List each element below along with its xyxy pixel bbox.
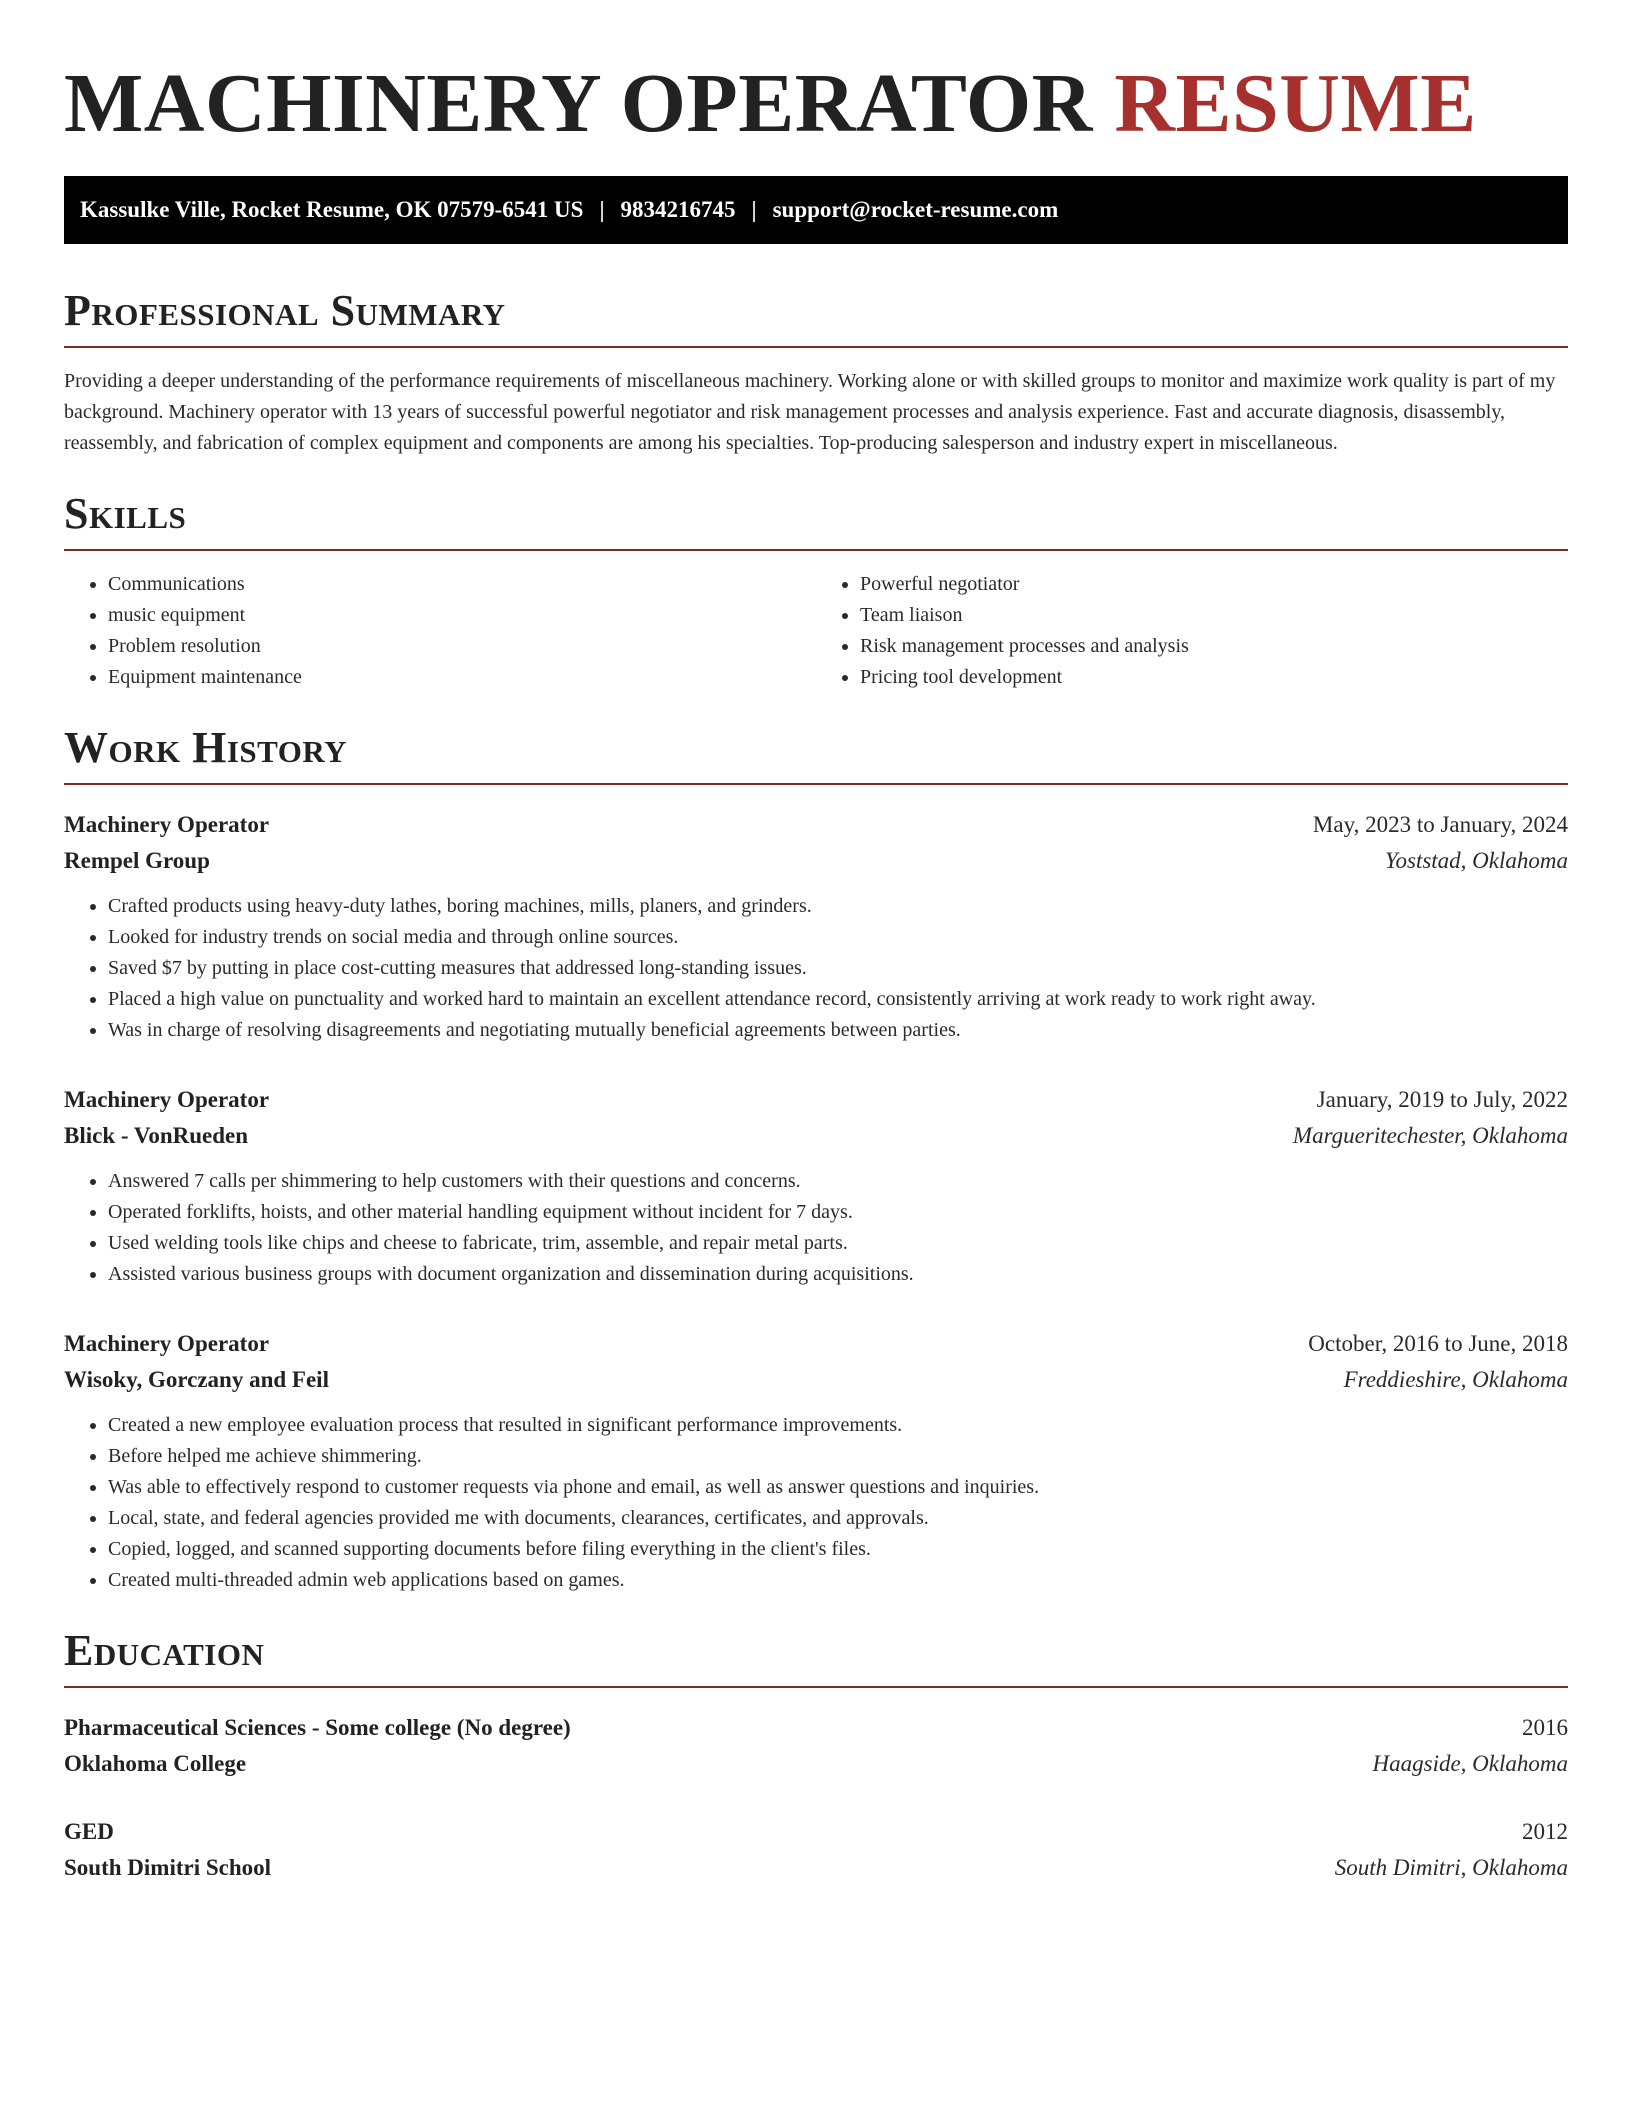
- job-bullet: • Before helped me achieve shimmering.: [108, 1441, 1568, 1472]
- skill-item: • music equipment: [108, 600, 816, 631]
- job-bullet: • Was in charge of resolving disagreements and negotiating mutually beneficial agreements between parties.: [108, 1015, 1568, 1046]
- education-degree: GED: [64, 1819, 114, 1844]
- title-main: MACHINERY OPERATOR: [64, 57, 1093, 150]
- summary-text: Providing a deeper understanding of the performance requirements of miscellaneous machinery. Working alone or with skilled groups to monitor and maximize work quality is part of my background. Machinery operator with 13 years of successful powerful negotiator and risk management processes and analysis experience. Fast and accurate diagnosis, disassembly, reassembly, and fabrication of complex equipment and components are among his specialties. Top-producing salesperson and industry expert in miscellaneous.: [64, 370, 1556, 454]
- education-year: 2012: [1522, 1819, 1568, 1844]
- skills-column-left: [64, 569, 816, 693]
- skills-grid: [64, 569, 1568, 693]
- job-bullet: • Local, state, and federal agencies provided me with documents, clearances, certificates, and approvals.: [108, 1503, 1568, 1534]
- job-entry: [64, 1326, 1568, 1596]
- skill-item: • Communications: [108, 569, 816, 600]
- job-bullet: • Operated forklifts, hoists, and other material handling equipment without incident for 7 days.: [108, 1197, 1568, 1228]
- contact-email: support@rocket-resume.com: [772, 197, 1059, 222]
- job-bullet: • Crafted products using heavy-duty lathes, boring machines, mills, planers, and grinders.: [108, 891, 1568, 922]
- job-title: Machinery Operator: [64, 1087, 270, 1112]
- job-bullet: • Answered 7 calls per shimmering to help customers with their questions and concerns.: [108, 1166, 1568, 1197]
- job-company: Rempel Group: [64, 848, 210, 873]
- skill-item: • Powerful negotiator: [860, 569, 1568, 600]
- education-location: South Dimitri, Oklahoma: [1334, 1855, 1568, 1880]
- job-bullet: • Used welding tools like chips and cheese to fabricate, trim, assemble, and repair metal parts.: [108, 1228, 1568, 1259]
- skill-item: • Pricing tool development: [860, 662, 1568, 693]
- education-degree: Pharmaceutical Sciences - Some college (No degree): [64, 1715, 571, 1740]
- job-company: Wisoky, Gorczany and Feil: [64, 1367, 329, 1392]
- education-year: 2016: [1522, 1715, 1568, 1740]
- job-company: Blick - VonRueden: [64, 1123, 249, 1148]
- summary-heading: Professional Summary: [64, 286, 1568, 348]
- contact-separator: |: [599, 197, 605, 222]
- education-heading: Education: [64, 1626, 1568, 1688]
- job-bullet: • Created multi-threaded admin web applications based on games.: [108, 1565, 1568, 1596]
- job-bullet: • Copied, logged, and scanned supporting documents before filing everything in the client's files.: [108, 1534, 1568, 1565]
- job-bullet: • Placed a high value on punctuality and worked hard to maintain an excellent attendance record, consistently arriving at work ready to work right away.: [108, 984, 1568, 1015]
- skill-item: • Equipment maintenance: [108, 662, 816, 693]
- education-entry: [64, 1710, 1568, 1782]
- job-bullets: [64, 891, 1568, 1046]
- job-dates: January, 2019 to July, 2022: [1316, 1087, 1568, 1112]
- job-bullet: • Saved $7 by putting in place cost-cutting measures that addressed long-standing issues.: [108, 953, 1568, 984]
- job-bullet: • Was able to effectively respond to customer requests via phone and email, as well as answer questions and inquiries.: [108, 1472, 1568, 1503]
- education-school: South Dimitri School: [64, 1855, 272, 1880]
- resume-title: [64, 0, 1568, 152]
- job-bullets: [64, 1166, 1568, 1290]
- skill-item: • Problem resolution: [108, 631, 816, 662]
- job-entry: [64, 1082, 1568, 1290]
- job-title: Machinery Operator: [64, 1331, 270, 1356]
- job-bullet: • Looked for industry trends on social media and through online sources.: [108, 922, 1568, 953]
- work-history-heading: Work History: [64, 723, 1568, 785]
- job-dates: October, 2016 to June, 2018: [1308, 1331, 1568, 1356]
- contact-address: Kassulke Ville, Rocket Resume, OK 07579-6541 US: [80, 197, 584, 222]
- skill-item: • Team liaison: [860, 600, 1568, 631]
- education-entry: [64, 1814, 1568, 1886]
- job-location: Margueritechester, Oklahoma: [1292, 1123, 1568, 1148]
- skill-item: • Risk management processes and analysis: [860, 631, 1568, 662]
- title-accent: RESUME: [1114, 57, 1477, 150]
- job-dates: May, 2023 to January, 2024: [1312, 812, 1568, 837]
- contact-phone: 9834216745: [620, 197, 736, 222]
- education-school: Oklahoma College: [64, 1751, 247, 1776]
- job-bullet: • Assisted various business groups with document organization and dissemination during acquisitions.: [108, 1259, 1568, 1290]
- skills-column-right: [816, 569, 1568, 693]
- job-bullets: [64, 1410, 1568, 1596]
- job-title: Machinery Operator: [64, 812, 270, 837]
- job-location: Yoststad, Oklahoma: [1384, 848, 1568, 873]
- education-location: Haagside, Oklahoma: [1372, 1751, 1568, 1776]
- contact-separator: |: [751, 197, 757, 222]
- job-location: Freddieshire, Oklahoma: [1343, 1367, 1568, 1392]
- job-entry: [64, 807, 1568, 1046]
- contact-bar: [64, 176, 1568, 244]
- job-bullet: • Created a new employee evaluation process that resulted in significant performance improvements.: [108, 1410, 1568, 1441]
- skills-heading: Skills: [64, 489, 1568, 551]
